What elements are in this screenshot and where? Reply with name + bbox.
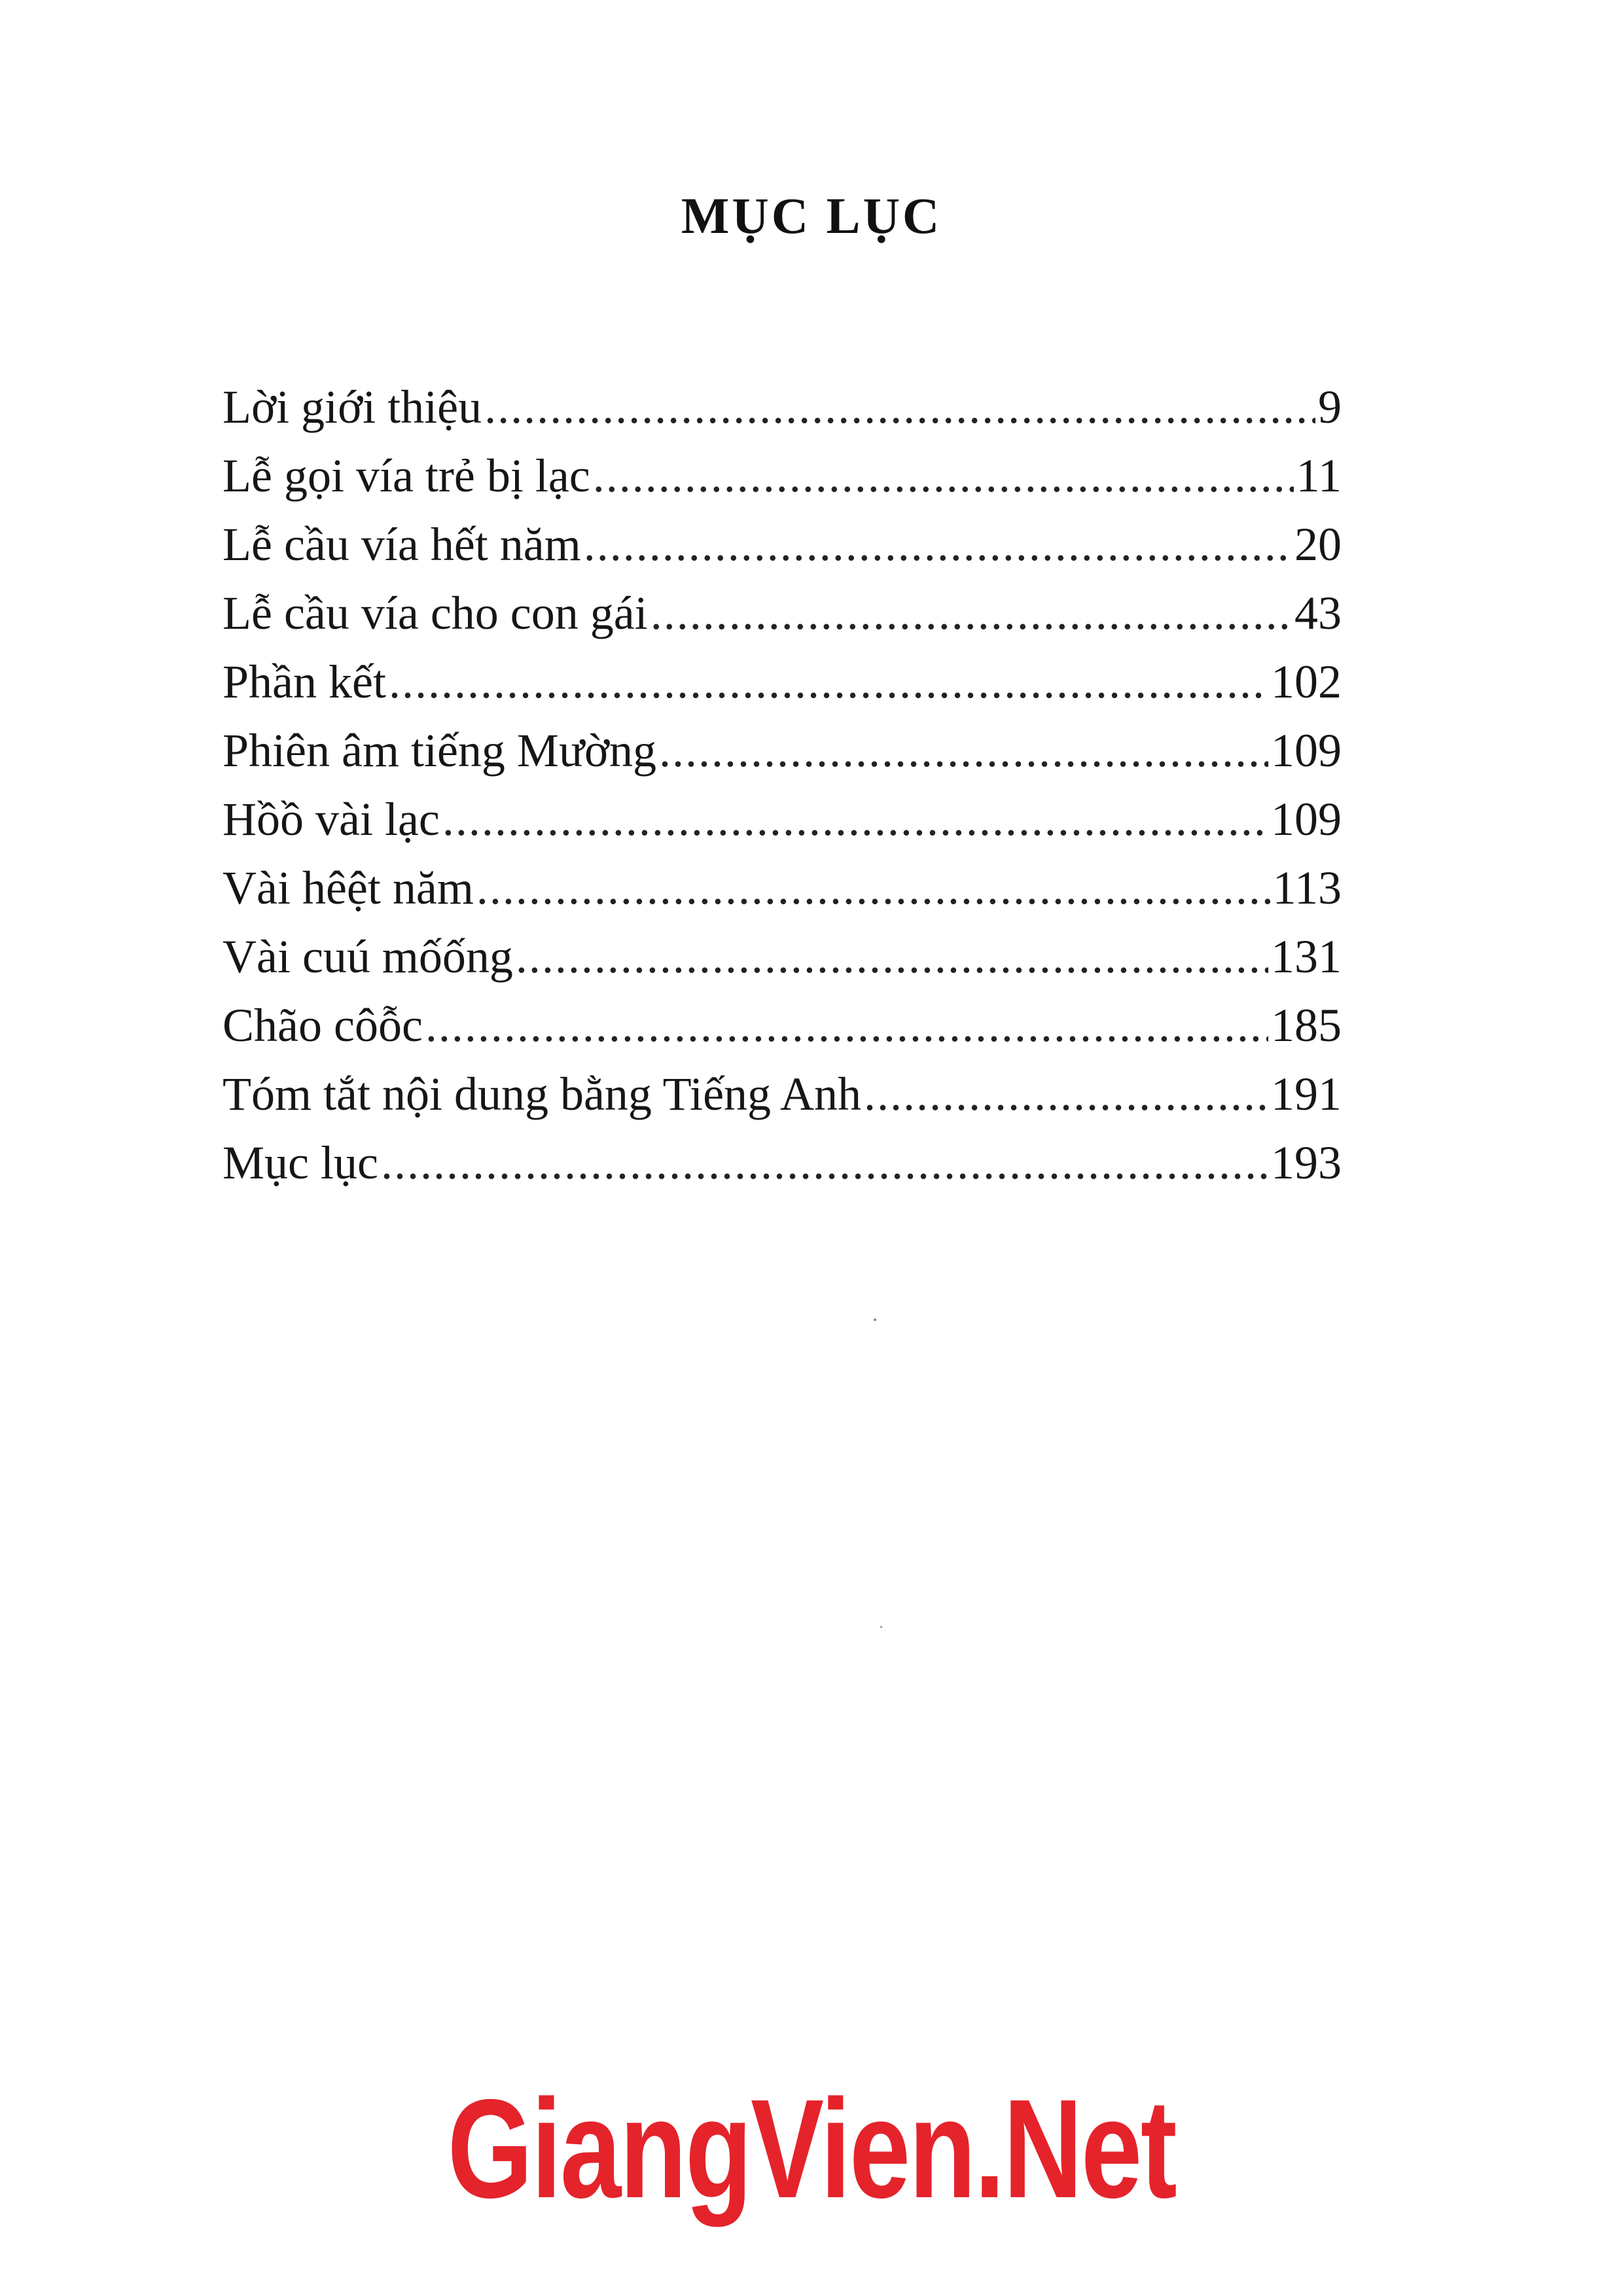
toc-entry-page: 191 — [1271, 1068, 1342, 1120]
dot-leader — [381, 1129, 1268, 1197]
toc-entry-page: 193 — [1271, 1137, 1342, 1189]
dot-leader — [651, 579, 1292, 648]
toc-entry — [223, 579, 1342, 648]
toc-entry-label: Vài hêệt năm — [223, 862, 474, 914]
toc-entry-page: 109 — [1271, 724, 1342, 777]
toc-entry-label: Lễ gọi vía trẻ bị lạc — [223, 450, 590, 502]
dot-leader — [476, 854, 1270, 923]
toc-entry-page: 131 — [1271, 930, 1342, 983]
table-of-contents — [223, 373, 1342, 1197]
dot-leader — [425, 991, 1268, 1060]
toc-entry-label: Lễ cầu vía hết năm — [223, 518, 581, 571]
toc-entry — [223, 716, 1342, 785]
toc-entry — [223, 1060, 1342, 1129]
toc-entry-label: Phiên âm tiếng Mường — [223, 724, 657, 777]
toc-entry-label: Vài cuú mốống — [223, 930, 513, 983]
toc-entry-label: Tóm tắt nội dung bằng Tiếng Anh — [223, 1068, 862, 1120]
toc-entry — [223, 785, 1342, 854]
toc-entry — [223, 373, 1342, 442]
toc-entry-label: Lời giới thiệu — [223, 381, 482, 433]
toc-entry — [223, 923, 1342, 991]
watermark-logo: GiangVien.Net — [447, 2070, 1176, 2227]
toc-entry-page: 113 — [1272, 862, 1342, 914]
dot-leader — [659, 716, 1268, 785]
toc-entry-label: Hồồ vài lạc — [223, 793, 440, 845]
toc-entry — [223, 854, 1342, 923]
dot-leader — [864, 1060, 1268, 1129]
toc-entry — [223, 648, 1342, 716]
page-title: MỤC LỤC — [681, 187, 942, 244]
dot-leader — [584, 510, 1292, 579]
toc-entry-label: Phần kết — [223, 656, 386, 708]
dot-leader — [516, 923, 1268, 991]
toc-entry-label: Mục lục — [223, 1137, 378, 1189]
toc-entry-page: 109 — [1271, 793, 1342, 845]
toc-entry-page: 185 — [1271, 999, 1342, 1051]
toc-entry-page: 20 — [1294, 518, 1342, 571]
dot-leader — [389, 648, 1268, 716]
toc-entry — [223, 991, 1342, 1060]
toc-entry — [223, 1129, 1342, 1197]
scan-speck — [874, 1318, 876, 1321]
toc-entry — [223, 510, 1342, 579]
dot-leader — [593, 442, 1294, 510]
scan-speck — [880, 1626, 882, 1628]
dot-leader — [484, 373, 1315, 442]
toc-entry-page: 102 — [1271, 656, 1342, 708]
toc-entry — [223, 442, 1342, 510]
toc-entry-page: 9 — [1318, 381, 1342, 433]
toc-entry-label: Lễ cầu vía cho con gái — [223, 587, 648, 639]
dot-leader — [442, 785, 1268, 854]
toc-entry-label: Chão côỗc — [223, 999, 423, 1051]
toc-entry-page: 11 — [1296, 450, 1342, 502]
toc-entry-page: 43 — [1294, 587, 1342, 639]
